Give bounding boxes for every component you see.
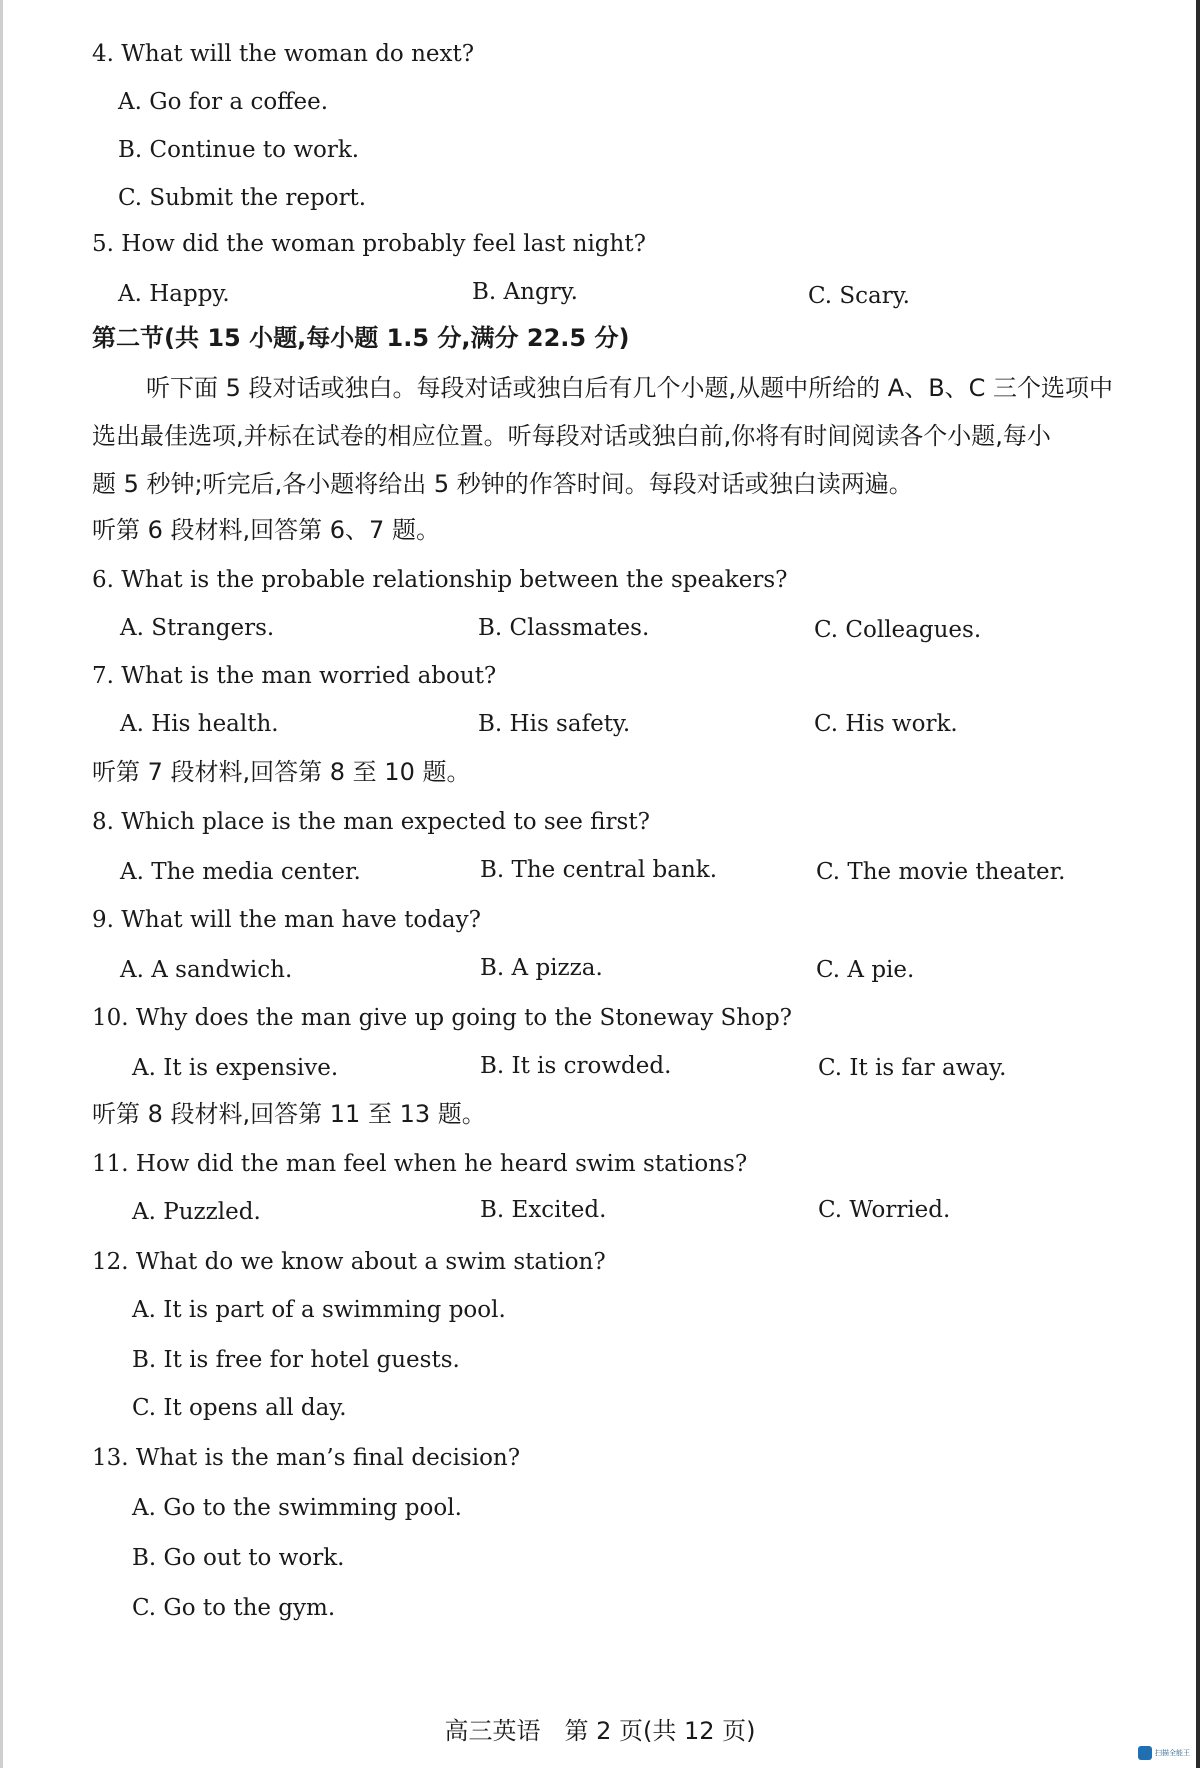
scanner-watermark-text: 扫描全能王 [1155,1749,1190,1757]
q8-option-a: A. The media center. [120,859,361,885]
question-11: 11. How did the man feel when he heard swim stations? [92,1151,748,1177]
q9-option-a: A. A sandwich. [120,957,293,983]
question-8: 8. Which place is the man expected to see first? [92,809,650,835]
q9-option-b: B. A pizza. [480,955,603,981]
instructions-line-2: 选出最佳选项,并标在试卷的相应位置。听每段对话或独白前,你将有时间阅读各个小题,每小 [92,422,1051,450]
material-6-label: 听第 6 段材料,回答第 6、7 题。 [92,516,440,544]
material-7-label: 听第 7 段材料,回答第 8 至 10 题。 [92,758,471,786]
q7-option-a: A. His health. [120,711,279,737]
q11-option-a: A. Puzzled. [132,1199,261,1225]
instructions-line-3: 题 5 秒钟;听完后,各小题将给出 5 秒钟的作答时间。每段对话或独白读两遍。 [92,470,913,498]
scan-edge-right [1196,0,1200,1768]
question-10: 10. Why does the man give up going to the Stoneway Shop? [92,1005,793,1031]
q12-option-a: A. It is part of a swimming pool. [132,1297,506,1323]
q12-option-b: B. It is free for hotel guests. [132,1347,460,1373]
q4-option-c: C. Submit the report. [118,185,367,211]
q9-option-c: C. A pie. [816,957,915,983]
q6-option-b: B. Classmates. [478,615,650,641]
q11-option-c: C. Worried. [818,1197,951,1223]
scanner-logo-icon [1138,1746,1152,1760]
q13-option-b: B. Go out to work. [132,1545,345,1571]
question-4: 4. What will the woman do next? [92,41,475,67]
scanner-watermark [1138,1744,1196,1762]
q12-option-c: C. It opens all day. [132,1395,347,1421]
q6-option-a: A. Strangers. [120,615,275,641]
section-heading: 第二节(共 15 小题,每小题 1.5 分,满分 22.5 分) [92,324,630,352]
q10-option-b: B. It is crowded. [480,1053,672,1079]
q4-option-b: B. Continue to work. [118,137,360,163]
instructions-line-1: 听下面 5 段对话或独白。每段对话或独白后有几个小题,从题中所给的 A、B、C 三个选项中 [146,374,1114,402]
question-6: 6. What is the probable relationship between the speakers? [92,567,788,593]
q8-option-b: B. The central bank. [480,857,718,883]
q13-option-c: C. Go to the gym. [132,1595,336,1621]
q5-option-a: A. Happy. [118,281,230,307]
q5-option-b: B. Angry. [472,279,578,305]
question-5: 5. How did the woman probably feel last night? [92,231,646,257]
page-footer: 高三英语 第 2 页(共 12 页) [444,1717,756,1745]
q10-option-a: A. It is expensive. [132,1055,339,1081]
q6-option-c: C. Colleagues. [814,617,982,643]
material-8-label: 听第 8 段材料,回答第 11 至 13 题。 [92,1100,486,1128]
q5-option-c: C. Scary. [808,283,910,309]
question-7: 7. What is the man worried about? [92,663,497,689]
question-13: 13. What is the man’s final decision? [92,1445,521,1471]
q7-option-b: B. His safety. [478,711,631,737]
question-9: 9. What will the man have today? [92,907,481,933]
scan-edge-left [0,0,3,1768]
q7-option-c: C. His work. [814,711,958,737]
q8-option-c: C. The movie theater. [816,859,1066,885]
q4-option-a: A. Go for a coffee. [118,89,329,115]
q10-option-c: C. It is far away. [818,1055,1007,1081]
q13-option-a: A. Go to the swimming pool. [132,1495,462,1521]
question-12: 12. What do we know about a swim station? [92,1249,606,1275]
q11-option-b: B. Excited. [480,1197,607,1223]
